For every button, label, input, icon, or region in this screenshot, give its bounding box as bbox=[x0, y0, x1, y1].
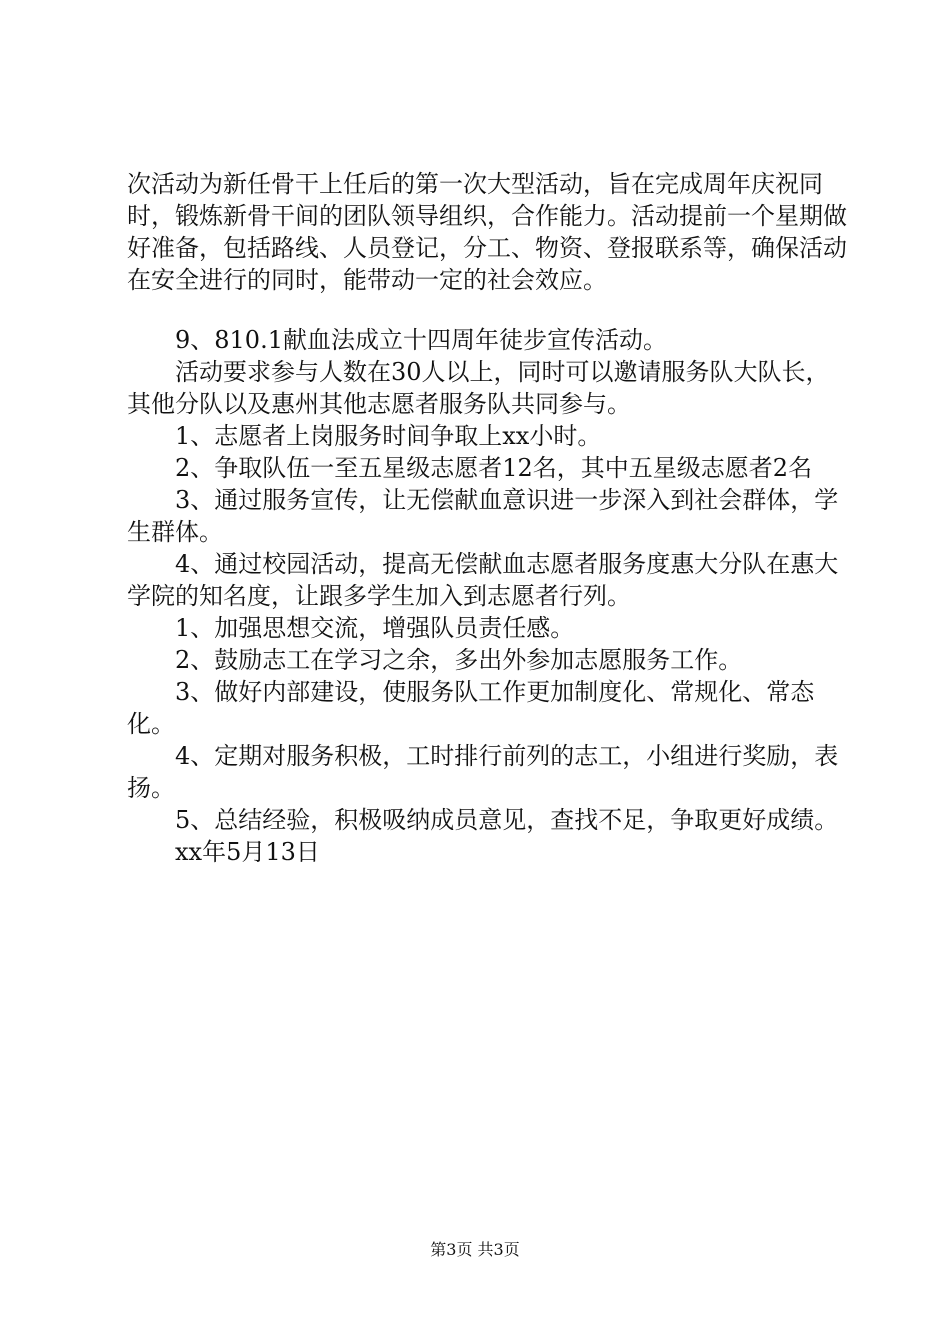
paragraph-measure-4: 4、定期对服务积极，工时排行前列的志工，小组进行奖励，表扬。 bbox=[127, 742, 839, 802]
paragraph-activity-requirement: 活动要求参与人数在30人以上，同时可以邀请服务队大队长，其他分队以及惠州其他志愿者服务队共同参与。 bbox=[127, 358, 830, 418]
paragraph-activity-description: 次活动为新任骨干上任后的第一次大型活动，旨在完成周年庆祝同时，锻炼新骨干间的团队领导组织，合作能力。活动提前一个星期做好准备，包括路线、人员登记，分工、物资、登报联系等，确保活动在安全进行的同时，能带动一定的社会效应。 bbox=[127, 170, 847, 294]
document-body bbox=[127, 168, 852, 868]
paragraph-measure-2: 2、鼓励志工在学习之余，多出外参加志愿服务工作。 bbox=[175, 646, 743, 674]
paragraph-goal-1: 1、志愿者上岗服务时间争取上xx小时。 bbox=[175, 422, 602, 450]
document-date: xx年5月13日 bbox=[175, 838, 320, 866]
paragraph-measure-1: 1、加强思想交流，增强队员责任感。 bbox=[175, 614, 575, 642]
paragraph-goal-3: 3、通过服务宣传，让无偿献血意识进一步深入到社会群体，学生群体。 bbox=[127, 486, 839, 546]
page-footer: 第3页 共3页 bbox=[430, 1240, 520, 1259]
paragraph-item-9: 9、810.1献血法成立十四周年徒步宣传活动。 bbox=[175, 326, 667, 354]
paragraph-goal-2: 2、争取队伍一至五星级志愿者12名，其中五星级志愿者2名 bbox=[175, 454, 813, 482]
paragraph-goal-4: 4、通过校园活动，提高无偿献血志愿者服务度惠大分队在惠大学院的知名度，让跟多学生加入到志愿者行列。 bbox=[127, 550, 839, 610]
paragraph-measure-3: 3、做好内部建设，使服务队工作更加制度化、常规化、常态化。 bbox=[127, 678, 815, 738]
paragraph-measure-5: 5、总结经验，积极吸纳成员意见，查找不足，争取更好成绩。 bbox=[175, 806, 839, 834]
